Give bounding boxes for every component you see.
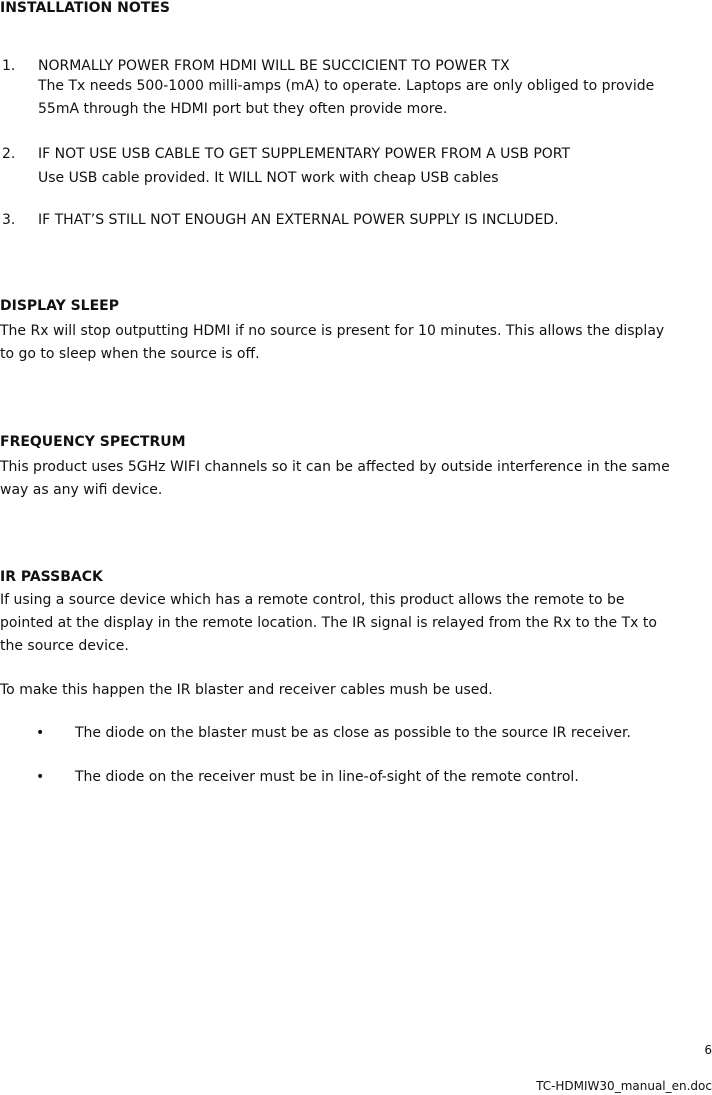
installation-item-2-line-1: Use USB cable provided. It WILL NOT work with cheap USB cables	[38, 170, 499, 186]
page-number: 6	[704, 1043, 712, 1057]
bullet-icon: •	[36, 725, 45, 741]
ir-passback-line-2: pointed at the display in the remote location. The IR signal is relayed from the Rx to the Tx to	[0, 615, 657, 631]
installation-item-1-number: 1.	[2, 58, 16, 74]
ir-passback-bullet-1: The diode on the blaster must be as close as possible to the source IR receiver.	[75, 725, 631, 741]
bullet-icon: •	[36, 769, 45, 785]
ir-passback-line-3: the source device.	[0, 638, 129, 654]
display-sleep-line-2: to go to sleep when the source is off.	[0, 346, 260, 362]
installation-item-3-number: 3.	[2, 212, 16, 228]
installation-notes-heading: INSTALLATION NOTES	[0, 0, 170, 16]
frequency-spectrum-line-1: This product uses 5GHz WIFI channels so it can be affected by outside interference in the same	[0, 459, 670, 475]
installation-item-1-title: NORMALLY POWER FROM HDMI WILL BE SUCCICIENT TO POWER TX	[38, 58, 510, 74]
installation-item-1-line-1: The Tx needs 500-1000 milli-amps (mA) to operate. Laptops are only obliged to provide	[38, 78, 655, 94]
frequency-spectrum-heading: FREQUENCY SPECTRUM	[0, 434, 186, 450]
ir-passback-line-1: If using a source device which has a remote control, this product allows the remote to be	[0, 592, 625, 608]
display-sleep-line-1: The Rx will stop outputting HDMI if no source is present for 10 minutes. This allows the display	[0, 323, 665, 339]
ir-passback-paragraph-2: To make this happen the IR blaster and receiver cables mush be used.	[0, 682, 493, 698]
installation-item-2-title: IF NOT USE USB CABLE TO GET SUPPLEMENTARY POWER FROM A USB PORT	[38, 146, 571, 162]
installation-item-1-line-2: 55mA through the HDMI port but they often provide more.	[38, 101, 448, 117]
display-sleep-heading: DISPLAY SLEEP	[0, 298, 119, 314]
ir-passback-bullet-2: The diode on the receiver must be in line-of-sight of the remote control.	[75, 769, 579, 785]
ir-passback-heading: IR PASSBACK	[0, 569, 103, 585]
footer-filename: TC-HDMIW30_manual_en.doc	[536, 1079, 712, 1093]
installation-item-3-title: IF THAT’S STILL NOT ENOUGH AN EXTERNAL POWER SUPPLY IS INCLUDED.	[38, 212, 559, 228]
installation-item-2-number: 2.	[2, 146, 16, 162]
frequency-spectrum-line-2: way as any wifi device.	[0, 482, 163, 498]
